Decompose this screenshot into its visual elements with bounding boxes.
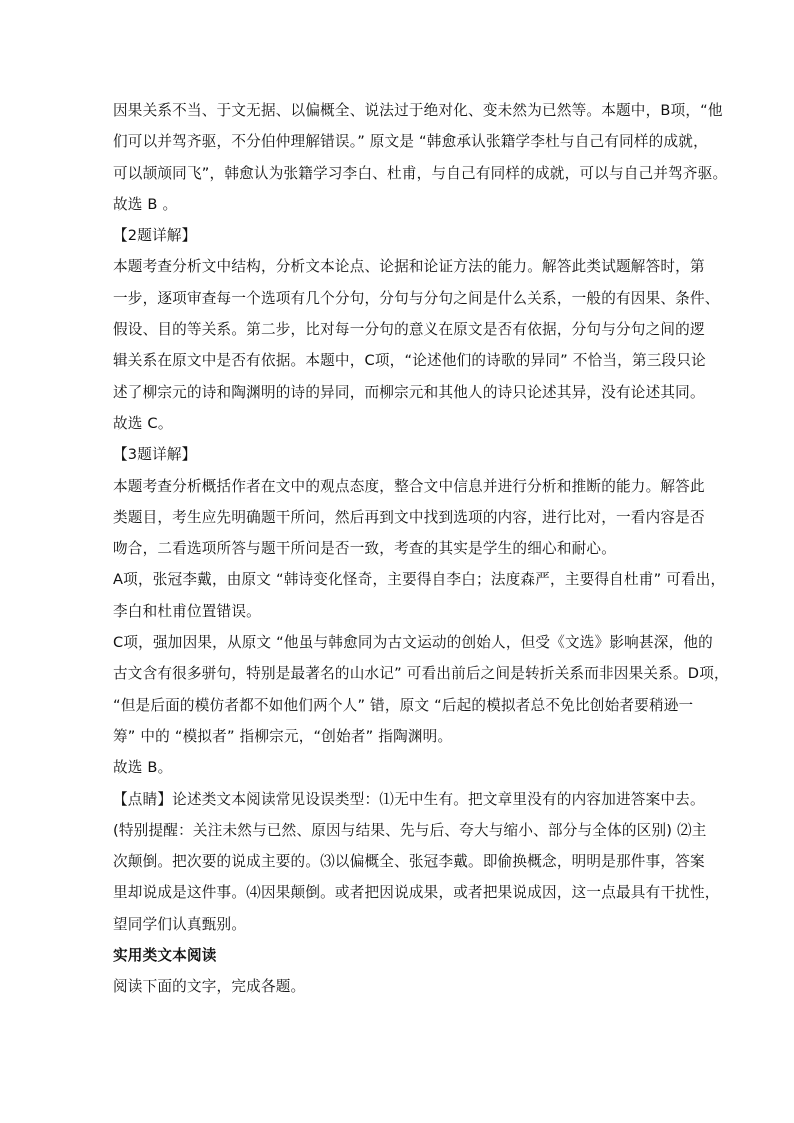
tips-line: 【点睛】论述类文本阅读常见设误类型：⑴无中生有。把文章里没有的内容加进答案中去。 [113,790,705,808]
answer-analysis-line: 可以颉颃同飞”，韩愈认为张籍学习李白、杜甫，与自己有同样的成就，可以与自己并驾齐驱。 [113,164,728,182]
answer-choice-line: 故选 C。 [113,414,173,432]
answer-analysis-line: 述了柳宗元的诗和陶渊明的诗的异同，而柳宗元和其他人的诗只论述其异，没有论述其同。 [113,383,705,401]
option-d-analysis: “但是后面的模仿者都不如他们两个人” 错，原文 “后起的模拟者总不免比创始者要稍逊一 [113,696,694,714]
answer-analysis-line: 吻合，二看选项所答与题干所问是否一致，考查的其实是学生的细心和耐心。 [113,540,616,558]
answer-analysis-line: 本题考查分析概括作者在文中的观点态度，整合文中信息并进行分析和推断的能力。解答此 [113,477,705,495]
instruction-line: 阅读下面的文字，完成各题。 [113,978,306,996]
answer-analysis-line: 假设、目的等关系。第二步，比对每一分句的意义在原文是否有依据，分句与分句之间的逻 [113,321,705,339]
section-heading-q2: 【2题详解】 [113,227,197,245]
answer-choice-line: 故选 B。 [113,759,173,777]
section-heading-q3: 【3题详解】 [113,446,197,464]
tips-line: 里却说成是这件事。⑷因果颠倒。或者把因说成果，或者把果说成因，这一点最具有干扰性， [113,884,720,902]
answer-analysis-line: 一步，逐项审查每一个选项有几个分句，分句与分句之间是什么关系，一般的有因果、条件、 [113,289,720,307]
answer-analysis-line: 类题目，考生应先明确题干所问，然后再到文中找到选项的内容，进行比对，一看内容是否 [113,508,705,526]
answer-choice-line: 故选 B 。 [113,195,178,213]
document-page [113,100,729,1008]
tips-line: 望同学们认真甄别。 [113,915,247,933]
option-a-analysis: 李白和杜甫位置错误。 [113,602,261,620]
answer-analysis-line: 本题考查分析文中结构，分析文本论点、论据和论证方法的能力。解答此类试题解答时，第 [113,258,705,276]
answer-analysis-line: 们可以并驾齐驱，不分伯仲理解错误。” 原文是 “韩愈承认张籍学李杜与自己有同样的成就， [113,133,708,151]
tips-line: (特别提醒：关注未然与已然、原因与结果、先与后、夸大与缩小、部分与全体的区别) ⑵主 [113,821,707,839]
option-c-analysis: 古文含有很多骈句，特别是最著名的山水记” 可看出前后之间是转折关系而非因果关系。D项， [113,665,729,683]
tips-line: 次颠倒。把次要的说成主要的。⑶以偏概全、张冠李戴。即偷换概念，明明是那件事，答案 [113,853,705,871]
answer-analysis-line: 辑关系在原文中是否有依据。本题中，C项，“论述他们的诗歌的异同” 不恰当，第三段只论 [113,352,706,370]
section-title: 实用类文本阅读 [113,947,217,965]
option-c-analysis: C项，强加因果，从原文 “他虽与韩愈同为古文运动的创始人，但受《文选》影响甚深，他的 [113,634,713,652]
option-a-analysis: A项，张冠李戴，由原文 “韩诗变化怪奇，主要得自李白；法度森严，主要得自杜甫” 可看出， [113,571,726,589]
answer-analysis-line: 因果关系不当、于文无据、以偏概全、说法过于绝对化、变未然为已然等。本题中，B项，“他 [113,102,723,119]
option-d-analysis: 筹” 中的 “模拟者” 指柳宗元，“创始者” 指陶渊明。 [113,727,453,745]
